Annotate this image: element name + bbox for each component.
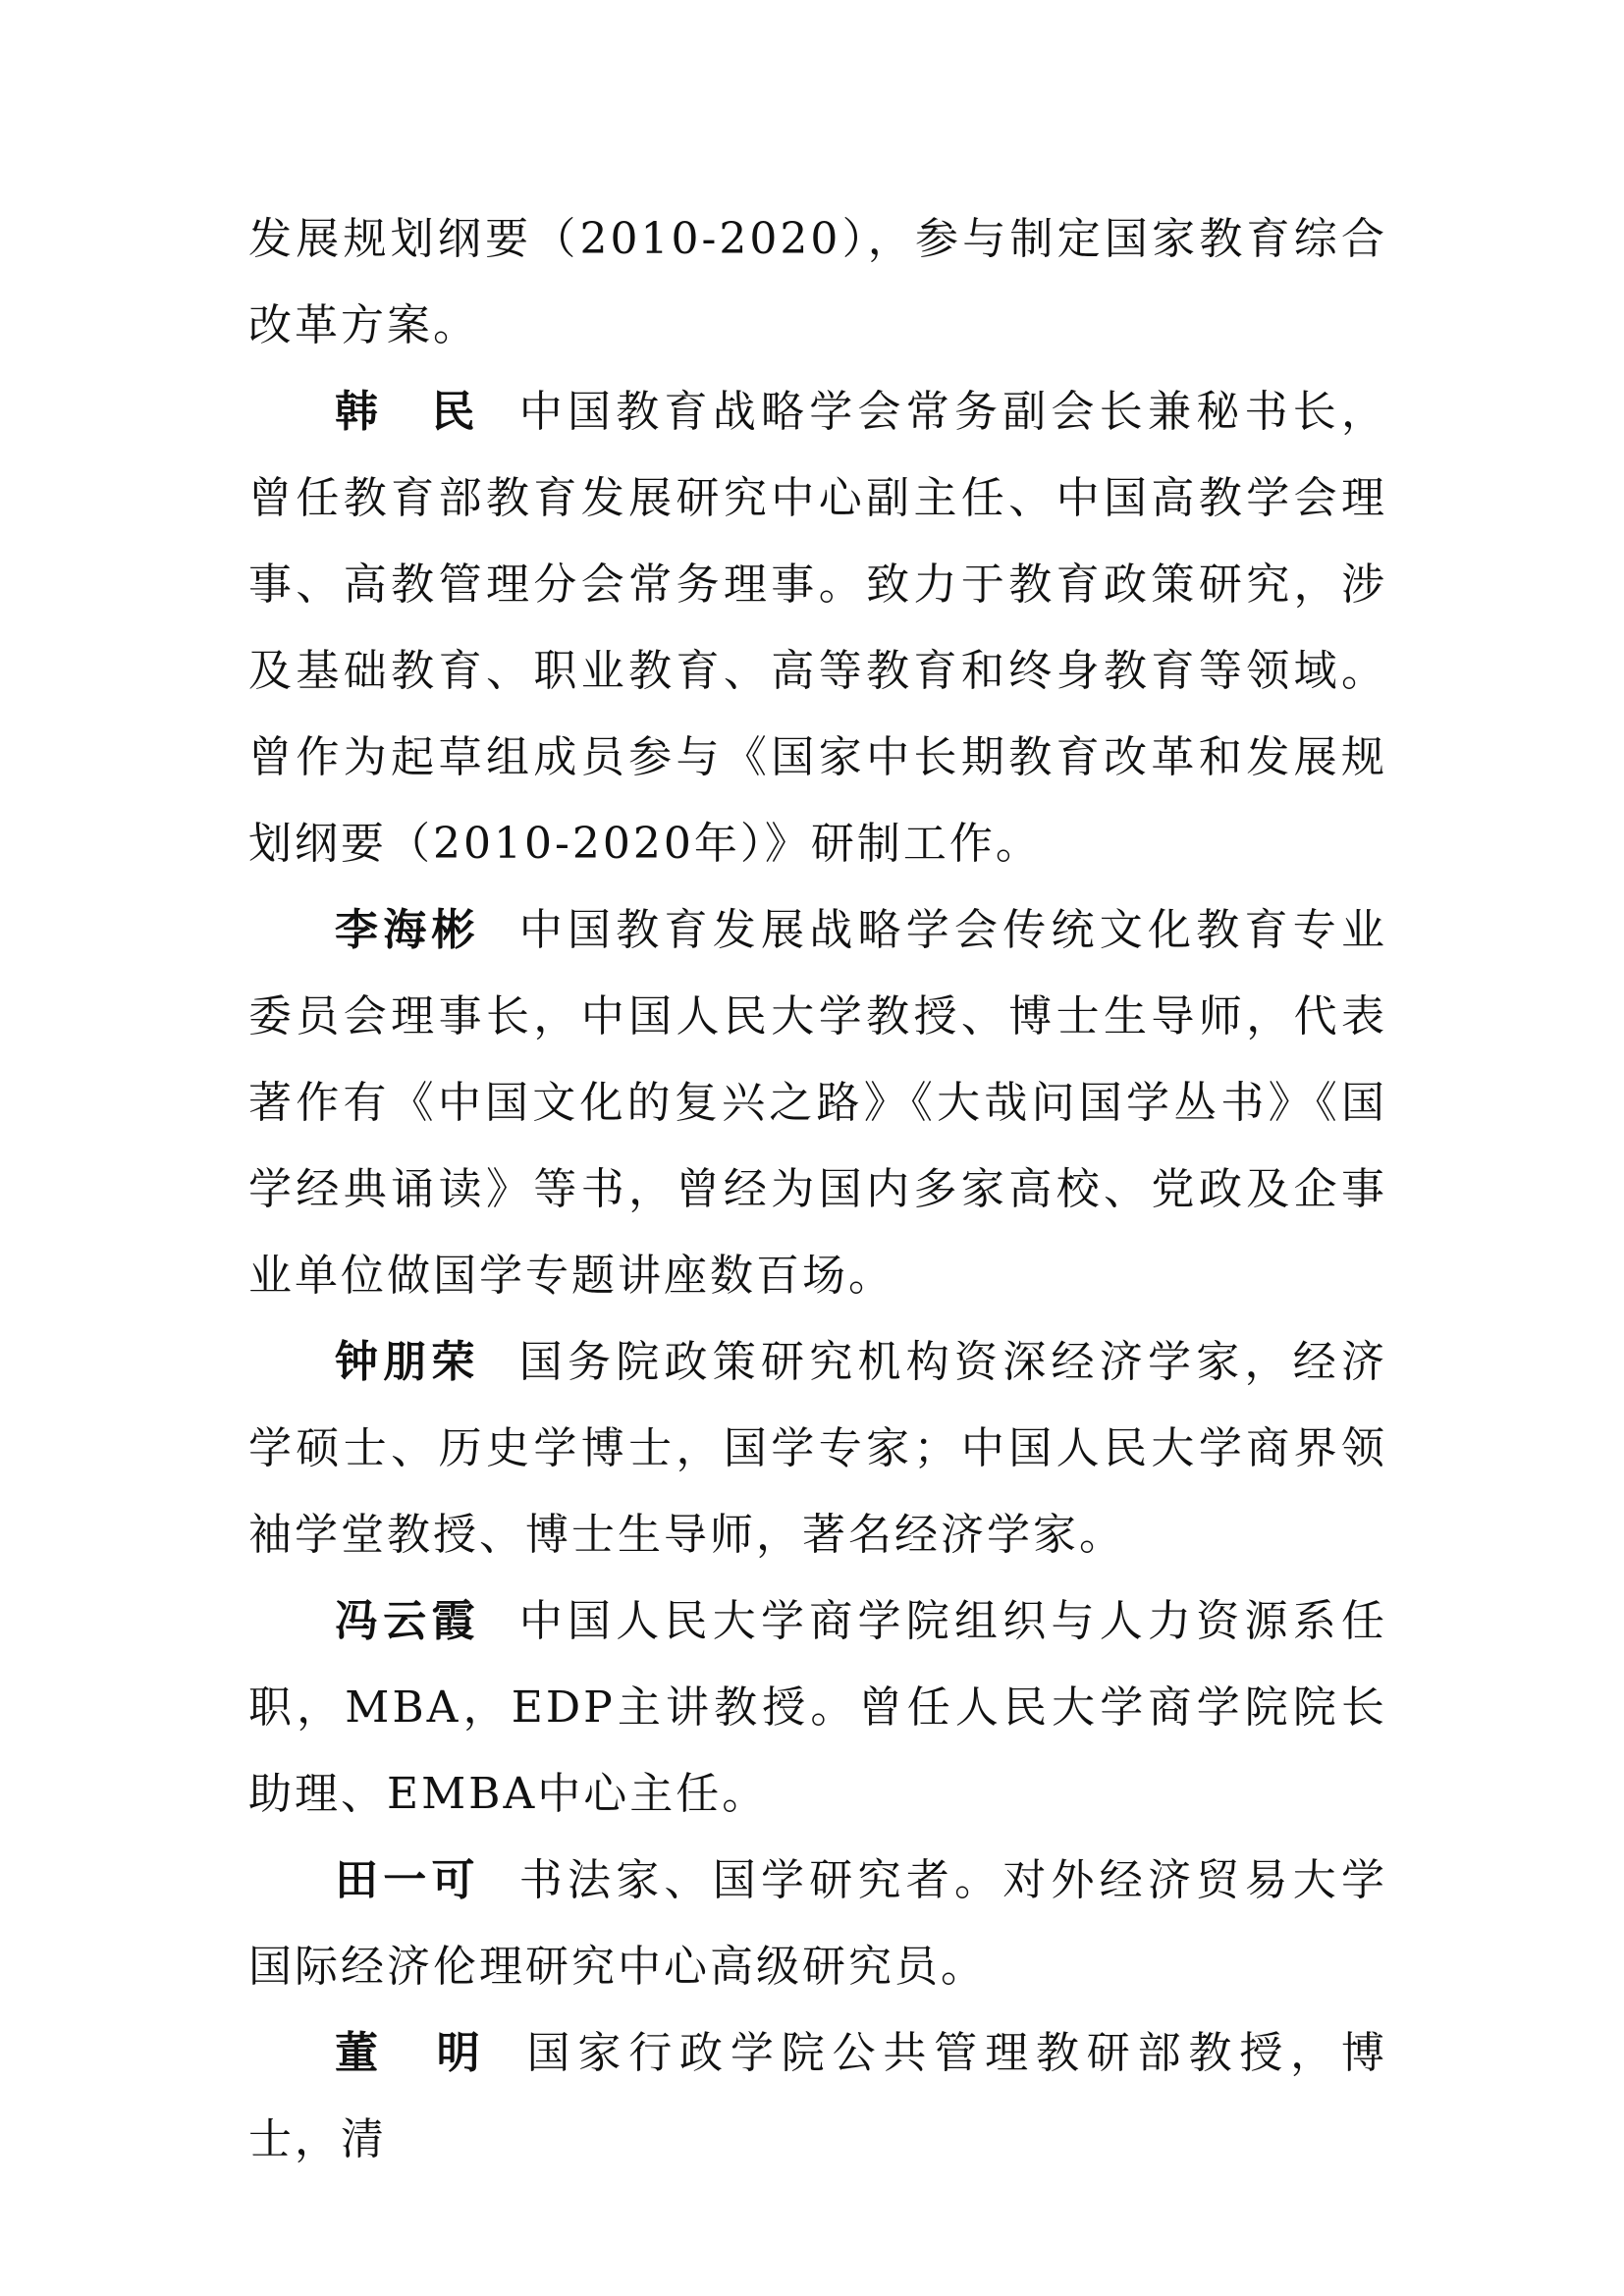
bio-zhong-pengrong — [248, 1319, 1387, 1578]
paragraph-text: 发展规划纲要（2010-2020），参与制定国家教育综合改革方案。 — [248, 214, 1387, 350]
person-name: 田一可 — [335, 1855, 480, 1905]
paragraph-continuation — [248, 196, 1387, 369]
document-body — [248, 196, 1387, 2183]
bio-text: 中国教育发展战略学会传统文化教育专业委员会理事长，中国人民大学教授、博士生导师，代表著作有《中国文化的复兴之路》《大哉问国学丛书》《国学经典诵读》等书，曾经为国内多家高校、党政及企事业单位做国学专题讲座数百场。 — [248, 905, 1387, 1301]
bio-text: 国家行政学院公共管理教研部教授，博士，清 — [248, 2028, 1388, 2164]
person-name: 韩 民 — [335, 387, 480, 437]
person-name: 钟朋荣 — [335, 1337, 480, 1387]
bio-li-haibin — [248, 887, 1387, 1319]
bio-text: 国务院政策研究机构资深经济学家，经济学硕士、历史学博士，国学专家；中国人民大学商界领袖学堂教授、博士生导师，著名经济学家。 — [248, 1337, 1387, 1560]
bio-text: 中国人民大学商学院组织与人力资源系任职，MBA，EDP主讲教授。曾任人民大学商学院院长助理、EMBA中心主任。 — [248, 1596, 1387, 1819]
bio-han-min — [248, 369, 1387, 887]
person-name: 董 明 — [335, 2028, 488, 2078]
bio-tian-yike — [248, 1838, 1387, 2010]
bio-feng-yunxia — [248, 1578, 1387, 1838]
person-name: 冯云霞 — [335, 1596, 480, 1646]
bio-text: 中国教育战略学会常务副会长兼秘书长，曾任教育部教育发展研究中心副主任、中国高教学会理事、高教管理分会常务理事。致力于教育政策研究，涉及基础教育、职业教育、高等教育和终身教育等领域。曾作为起草组成员参与《国家中长期教育改革和发展规划纲要（2010-2020年）》研制工作。 — [248, 387, 1387, 869]
bio-text: 书法家、国学研究者。对外经济贸易大学国际经济伦理研究中心高级研究员。 — [248, 1855, 1387, 1992]
person-name: 李海彬 — [335, 905, 480, 955]
bio-dong-ming — [248, 2010, 1387, 2183]
